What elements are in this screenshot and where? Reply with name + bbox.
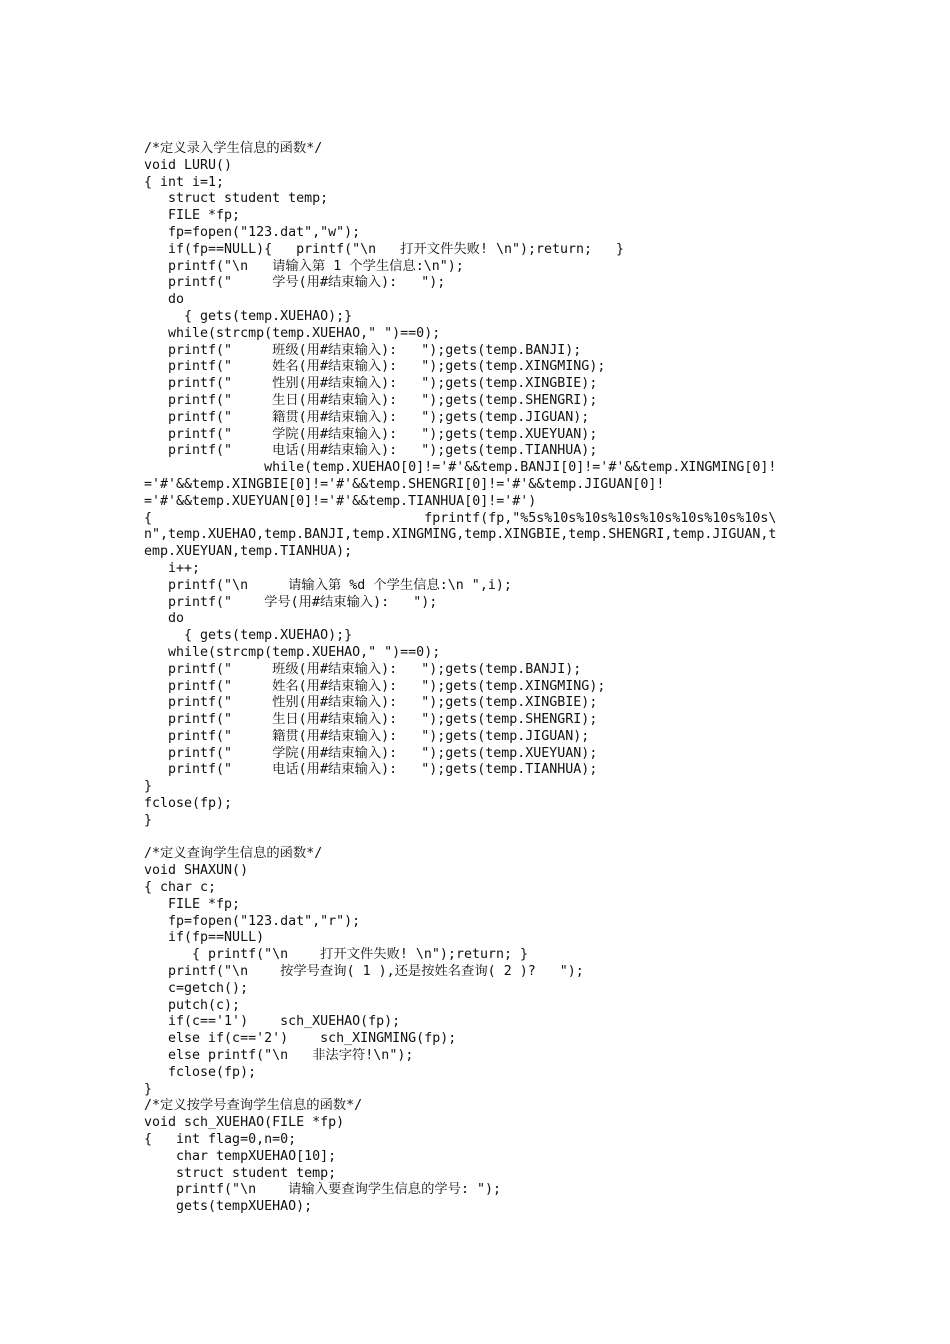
code-line: printf(" 生日(用#结束输入): ");gets(temp.SHENGRI); (144, 712, 598, 728)
code-line (144, 830, 824, 847)
code-line: struct student temp; (144, 1165, 337, 1181)
code-line: while(temp.XUEHAO[0]!='#'&&temp.BANJI[0]!='#'&&temp.XINGMING[0]! (144, 460, 777, 476)
code-line: printf("\n 请输入要查询学生信息的学号: "); (144, 1182, 501, 1198)
code-line: { int flag=0,n=0; (144, 1132, 297, 1148)
code-line: void LURU() (144, 157, 233, 173)
code-line: do (144, 292, 185, 308)
code-line: /*定义按学号查询学生信息的函数*/ (144, 1098, 363, 1114)
code-line: fclose(fp); (144, 1064, 257, 1080)
code-line: { printf("\n 打开文件失败! \n");return; } (144, 947, 528, 963)
code-line: { gets(temp.XUEHAO);} (144, 308, 353, 324)
code-line: printf(" 性别(用#结束输入): ");gets(temp.XINGBIE); (144, 376, 598, 392)
code-line: FILE *fp; (144, 896, 241, 912)
code-line: { gets(temp.XUEHAO);} (144, 628, 353, 644)
code-line: printf(" 学号(用#结束输入): "); (144, 275, 446, 291)
code-line: printf("\n 请输入第 1 个学生信息:\n"); (144, 258, 464, 274)
code-line: n",temp.XUEHAO,temp.BANJI,temp.XINGMING,temp.XINGBIE,temp.SHENGRI,temp.JIGUAN,t (144, 527, 777, 543)
code-line: printf(" 学号(用#结束输入): "); (144, 594, 438, 610)
code-line: struct student temp; (144, 191, 329, 207)
code-line: ='#'&&temp.XINGBIE[0]!='#'&&temp.SHENGRI[0]!='#'&&temp.JIGUAN[0]! (144, 476, 665, 492)
code-line: i++; (144, 560, 201, 576)
code-line: printf("\n 按学号查询( 1 ),还是按姓名查询( 2 )? "); (144, 964, 584, 980)
code-line: ='#'&&temp.XUEYUAN[0]!='#'&&temp.TIANHUA[0]!='#') (144, 493, 537, 509)
code-line: printf(" 性别(用#结束输入): ");gets(temp.XINGBIE); (144, 695, 598, 711)
code-line: fp=fopen("123.dat","w"); (144, 224, 361, 240)
code-line: c=getch(); (144, 980, 249, 996)
code-line: } (144, 812, 153, 828)
code-line: { fprintf(fp,"%5s%10s%10s%10s%10s%10s%10s%10s\ (144, 510, 777, 526)
code-line: if(fp==NULL){ printf("\n 打开文件失败! \n");return; } (144, 241, 625, 257)
code-line: fp=fopen("123.dat","r"); (144, 913, 361, 929)
code-line: char tempXUEHAO[10]; (144, 1148, 337, 1164)
code-line: gets(tempXUEHAO); (144, 1199, 313, 1215)
code-line: } (144, 1081, 153, 1097)
code-line: /*定义录入学生信息的函数*/ (144, 141, 323, 156)
code-line: printf(" 班级(用#结束输入): ");gets(temp.BANJI); (144, 342, 582, 358)
code-line: printf(" 姓名(用#结束输入): ");gets(temp.XINGMING); (144, 678, 606, 694)
code-line: printf(" 籍贯(用#结束输入): ");gets(temp.JIGUAN); (144, 409, 590, 425)
code-line: fclose(fp); (144, 796, 233, 812)
code-line: printf(" 学院(用#结束输入): ");gets(temp.XUEYUAN); (144, 745, 598, 761)
code-line: do (144, 611, 185, 627)
code-line: else printf("\n 非法字符!\n"); (144, 1048, 414, 1064)
code-listing (144, 141, 824, 1216)
code-line: printf(" 班级(用#结束输入): ");gets(temp.BANJI); (144, 661, 582, 677)
code-line: /*定义查询学生信息的函数*/ (144, 846, 323, 862)
code-line: { char c; (144, 880, 217, 896)
code-line: printf(" 籍贯(用#结束输入): ");gets(temp.JIGUAN); (144, 728, 590, 744)
code-line: printf("\n 请输入第 %d 个学生信息:\n ",i); (144, 577, 512, 593)
code-line: if(c=='1') sch_XUEHAO(fp); (144, 1014, 401, 1030)
code-line: if(fp==NULL) (144, 930, 265, 946)
code-line: FILE *fp; (144, 208, 241, 224)
code-line: while(strcmp(temp.XUEHAO," ")==0); (144, 644, 441, 660)
code-line: printf(" 姓名(用#结束输入): ");gets(temp.XINGMING); (144, 359, 606, 375)
code-line: void sch_XUEHAO(FILE *fp) (144, 1115, 345, 1131)
code-line: putch(c); (144, 997, 241, 1013)
code-line: emp.XUEYUAN,temp.TIANHUA); (144, 544, 353, 560)
code-line: printf(" 学院(用#结束输入): ");gets(temp.XUEYUAN); (144, 426, 598, 442)
code-line: printf(" 生日(用#结束输入): ");gets(temp.SHENGRI); (144, 392, 598, 408)
code-line: { int i=1; (144, 174, 225, 190)
code-line: printf(" 电话(用#结束输入): ");gets(temp.TIANHUA); (144, 443, 598, 459)
code-line: } (144, 779, 153, 795)
code-line: printf(" 电话(用#结束输入): ");gets(temp.TIANHUA); (144, 762, 598, 778)
code-line: void SHAXUN() (144, 863, 249, 879)
code-line: while(strcmp(temp.XUEHAO," ")==0); (144, 325, 441, 341)
code-line: else if(c=='2') sch_XINGMING(fp); (144, 1031, 457, 1047)
